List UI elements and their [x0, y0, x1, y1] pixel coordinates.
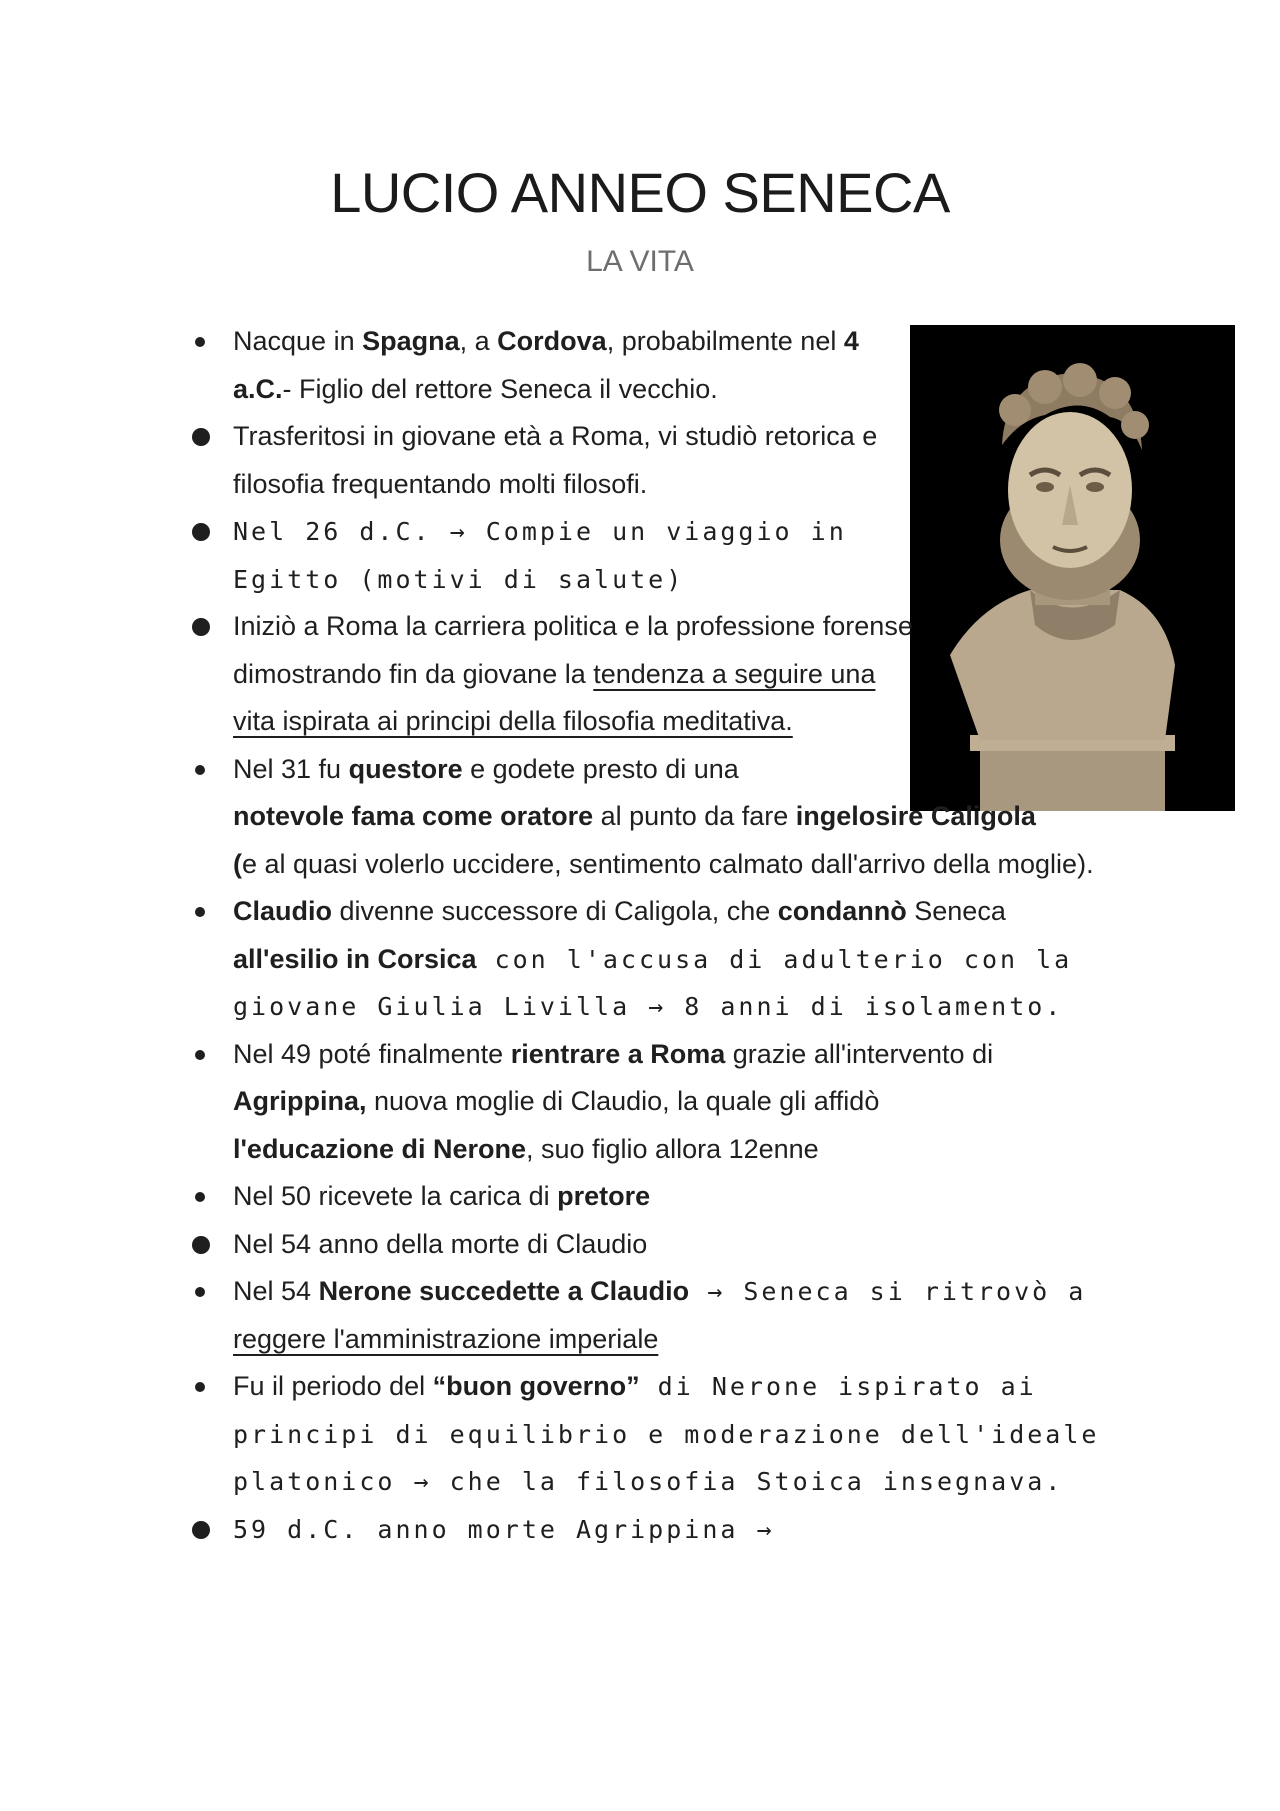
list-item: Nacque in Spagna, a Cordova, probabilmente nel 4 a.C.- Figlio del rettore Seneca il vecchio. — [190, 318, 923, 413]
list-item: Trasferitosi in giovane età a Roma, vi studiò retorica e filosofia frequentando molti filosofi. — [190, 413, 923, 508]
list-item: Claudio divenne successore di Caligola, che condannò Seneca all'esilio in Corsica con l'accusa di adulterio con la giovane Giulia Livilla → 8 anni di isolamento. — [190, 888, 1160, 1031]
page-title: LUCIO ANNEO SENECA — [330, 161, 950, 224]
list-item: Fu il periodo del “buon governo” di Nerone ispirato ai principi di equilibrio e moderazione dell'ideale platonico → che la filosofia Stoica insegnava. — [190, 1363, 1160, 1506]
biography-list — [190, 318, 1160, 1553]
list-item: Nel 26 d.C. → Compie un viaggio in Egitto (motivi di salute) — [190, 508, 923, 603]
list-item: Nel 54 Nerone succedette a Claudio → Seneca si ritrovò a reggere l'amministrazione imperiale — [190, 1268, 1160, 1363]
list-item: 59 d.C. anno morte Agrippina → — [190, 1506, 1160, 1554]
list-item: Iniziò a Roma la carriera politica e la professione forense dimostrando fin da giovane la tendenza a seguire una vita ispirata ai principi della filosofia meditativa. — [190, 603, 923, 746]
list-item: Nel 31 fu questore e godete presto di una notevole fama come oratore al punto da fare ingelosire Caligola (e al quasi volerlo uccidere, sentimento calmato dall'arrivo della moglie). — [190, 746, 1160, 889]
list-item: Nel 54 anno della morte di Claudio — [190, 1221, 1160, 1269]
list-item: Nel 50 ricevete la carica di pretore — [190, 1173, 1160, 1221]
page-subtitle: LA VITA — [586, 245, 694, 278]
list-item: Nel 49 poté finalmente rientrare a Roma grazie all'intervento di Agrippina, nuova moglie di Claudio, la quale gli affidò l'educazione di Nerone, suo figlio allora 12enne — [190, 1031, 1160, 1174]
